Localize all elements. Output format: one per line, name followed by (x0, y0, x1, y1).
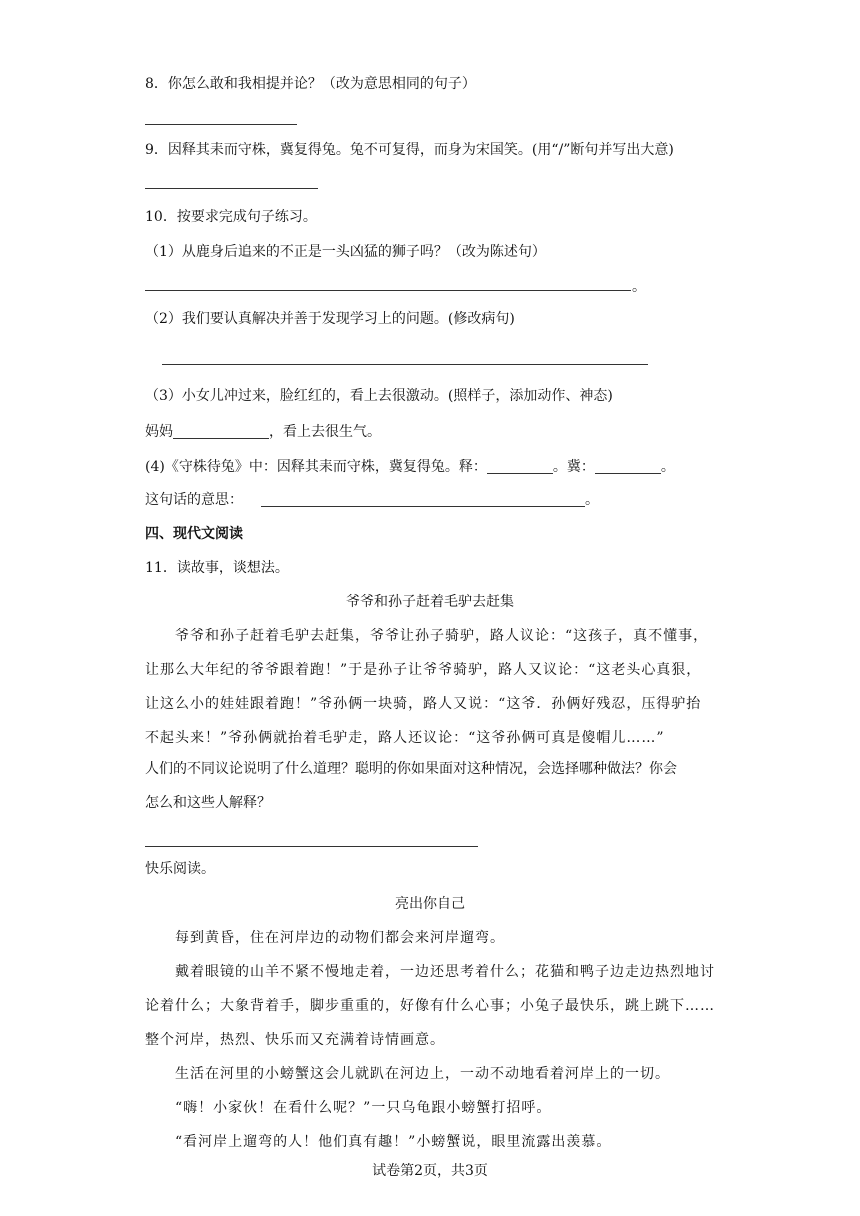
answer-line-q10-1[interactable] (145, 290, 631, 291)
question-line: 怎么和这些人解释？ (145, 795, 271, 811)
q10-part-4 (145, 457, 675, 477)
q10-part-4-meaning (145, 490, 599, 510)
question-10: 10．按要求完成句子练习。 (145, 209, 317, 225)
q10-part-4-end: 。 (660, 459, 675, 475)
q10-part-3-suffix: ，看上去很生气。 (269, 424, 381, 440)
reading-line: 整个河岸，热烈、快乐而又充满着诗情画意。 (145, 1032, 445, 1048)
question-9: 9．因释其耒而守株，冀复得兔。兔不可复得，而身为宋国笑。(用“/”断句并写出大意) (145, 142, 674, 158)
blank-meaning[interactable] (261, 492, 585, 507)
answer-line-q8[interactable] (145, 124, 297, 125)
reading-line: 每到黄昏，住在河岸边的动物们都会来河岸遛弯。 (175, 930, 505, 946)
q10-part-1-end: 。 (632, 279, 646, 295)
blank-shi[interactable] (487, 459, 553, 474)
blank-q10-3[interactable] (173, 424, 269, 439)
reading-line: 戴着眼镜的山羊不紧不慢地走着，一边还思考着什么；花猫和鸭子边走边热烈地讨 (175, 964, 715, 980)
story-line: 不起头来！”爷孙俩就抬着毛驴走，路人还议论：“这爷孙俩可真是傻帽儿……” (145, 730, 665, 746)
reading-line: “看河岸上遛弯的人！他们真有趣！”小螃蟹说，眼里流露出羡慕。 (175, 1134, 612, 1150)
answer-line-q10-2[interactable] (162, 364, 648, 365)
q10-part-4-mid: 。冀： (552, 459, 595, 475)
answer-line-q11[interactable] (145, 846, 478, 847)
story-line: 让那么大年纪的爷爷跟着跑！”于是孙子让爷爷骑驴，路人又议论：“这老头心真狠， (145, 662, 702, 678)
q10-part-3-prefix: 妈妈 (145, 424, 173, 440)
story-line: 让这么小的娃娃跟着跑！”爷孙俩一块骑，路人又说：“这爷．孙俩好残忍，压得驴抬 (145, 696, 702, 712)
reading-line: 论着什么；大象背着手，脚步重重的，好像有什么心事；小兔子最快乐，跳上跳下…… (145, 998, 715, 1014)
question-11: 11．读故事，谈想法。 (145, 560, 289, 576)
blank-ji[interactable] (595, 459, 661, 474)
question-8: 8．你怎么敢和我相提并论？（改为意思相同的句子） (145, 76, 476, 92)
story-title: 爷爷和孙子赶着毛驴去赶集 (346, 594, 514, 610)
page-footer: 试卷第2页，共3页 (372, 1163, 488, 1179)
reading-line: 生活在河里的小螃蟹这会儿就趴在河边上，一动不动地看着河岸上的一切。 (175, 1066, 670, 1082)
q10-part-3: （3）小女儿冲过来，脸红红的，看上去很激动。(照样子，添加动作、神态) (145, 388, 613, 404)
q10-part-3-answer (145, 422, 381, 442)
q10-part-4-lead: (4)《守株待兔》中：因释其耒而守株，冀复得兔。释： (145, 459, 487, 475)
reading-intro: 快乐阅读。 (145, 861, 215, 877)
meaning-label: 这句话的意思： (145, 492, 243, 508)
reading-title: 亮出你自己 (395, 896, 465, 912)
meaning-end: 。 (585, 492, 599, 508)
question-line: 人们的不同议论说明了什么道理？聪明的你如果面对这种情况，会选择哪种做法？你会 (145, 761, 677, 777)
q10-part-2: （2）我们要认真解决并善于发现学习上的问题。(修改病句) (145, 311, 515, 327)
section-heading: 四、现代文阅读 (145, 526, 243, 542)
story-line: 爷爷和孙子赶着毛驴去赶集，爷爷让孙子骑驴，路人议论：“这孩子，真不懂事， (175, 628, 709, 644)
reading-line: “嗨！小家伙！在看什么呢？”一只乌龟跟小螃蟹打招呼。 (175, 1100, 552, 1116)
answer-line-q9[interactable] (145, 188, 318, 189)
q10-part-1: （1）从鹿身后追来的不正是一头凶猛的狮子吗？（改为陈述句） (145, 244, 546, 260)
